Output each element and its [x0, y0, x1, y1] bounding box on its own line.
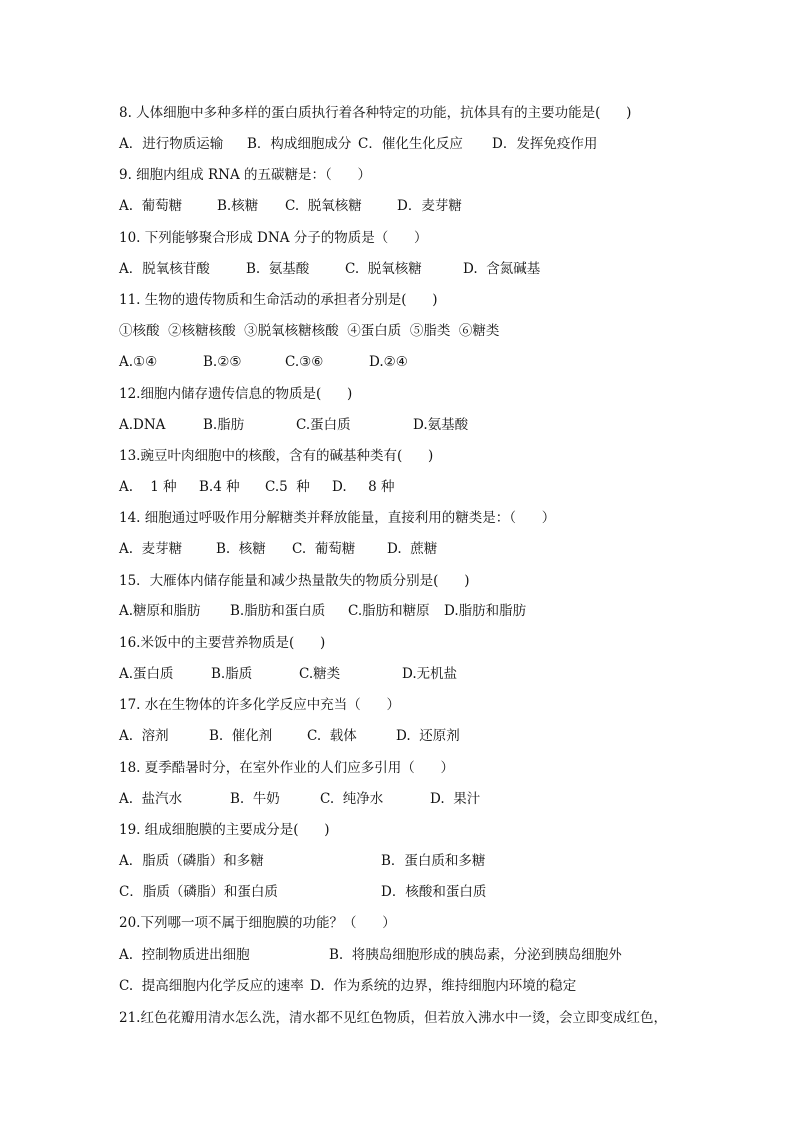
question-10-options: [119, 260, 699, 278]
option-b: B.脂质: [211, 666, 253, 682]
question-15-options: [119, 602, 699, 620]
option-c: C.脂肪和糖原: [348, 603, 430, 619]
question-12-stem: 12.细胞内储存遗传信息的物质是( ): [119, 386, 353, 402]
question-17-stem: 17. 水在生物体的许多化学反应中充当（ ）: [119, 697, 401, 713]
option-d: D. 果汁: [430, 791, 481, 807]
option-b: B. 将胰岛细胞形成的胰岛素，分泌到胰岛细胞外: [329, 947, 622, 963]
option-c: C. 提高细胞内化学反应的速率: [119, 978, 304, 994]
option-d: D.氨基酸: [413, 417, 469, 433]
question-14-options: [119, 540, 699, 558]
question-20-options-row2: [119, 977, 699, 995]
option-d: D.②④: [369, 354, 408, 370]
option-b: B. 牛奶: [230, 791, 280, 807]
question-8-stem: 8. 人体细胞中多种多样的蛋白质执行着各种特定的功能，抗体具有的主要功能是( ): [119, 105, 632, 121]
option-a: A．进行物质运输: [119, 136, 224, 152]
option-a: A. 1 种: [119, 479, 177, 495]
option-b: B．蛋白质和多糖: [381, 853, 486, 869]
option-d: D. 作为系统的边界，维持细胞内环境的稳定: [310, 978, 577, 994]
question-11-options: [119, 353, 699, 371]
option-a: A. 控制物质进出细胞: [119, 947, 250, 963]
question-20-options-row1: [119, 946, 699, 964]
option-c: C.糖类: [299, 666, 341, 682]
question-19-options-row1: [119, 852, 699, 870]
option-d: D. 蔗糖: [387, 541, 438, 557]
option-b: B. 催化剂: [209, 728, 273, 744]
option-b: B.核糖: [217, 198, 259, 214]
option-c: C. 脱氧核糖: [345, 261, 422, 277]
option-c: C.③⑥: [285, 354, 324, 370]
option-a: A.蛋白质: [119, 666, 174, 682]
question-9-options: [119, 197, 699, 215]
option-b: B.4 种: [199, 479, 240, 495]
option-a: A．脱氧核苷酸: [119, 261, 210, 277]
question-17-options: [119, 727, 699, 745]
option-a: A. 葡萄糖: [119, 198, 183, 214]
option-c: C．脂质（磷脂）和蛋白质: [119, 884, 278, 900]
question-11-choices: ①核酸 ②核糖核酸 ③脱氧核糖核酸 ④蛋白质 ⑤脂类 ⑥糖类: [119, 323, 500, 339]
question-18-stem: 18. 夏季酷暑时分，在室外作业的人们应多引用（ ）: [119, 760, 455, 776]
option-c: C. 载体: [307, 728, 357, 744]
question-12-options: [119, 416, 699, 434]
option-a: A. 麦芽糖: [119, 541, 183, 557]
option-c: C. 脱氧核糖: [285, 198, 362, 214]
option-d: D.脂肪和脂肪: [444, 603, 527, 619]
question-15-stem: 15．大雁体内储存能量和减少热量散失的物质分别是( ): [119, 573, 470, 589]
option-b: B. 核糖: [216, 541, 266, 557]
option-c: C. 葡萄糖: [292, 541, 356, 557]
option-a: A.DNA: [119, 417, 166, 433]
question-19-options-row2: [119, 883, 699, 901]
question-20-stem: 20.下列哪一项不属于细胞膜的功能？（ ）: [119, 915, 396, 931]
question-13-stem: 13.豌豆叶肉细胞中的核酸，含有的碱基种类有( ): [119, 448, 434, 464]
question-8-options: [119, 135, 699, 153]
option-a: A．脂质（磷脂）和多糖: [119, 853, 264, 869]
option-c: C．催化生化反应: [358, 136, 463, 152]
option-c: C.蛋白质: [296, 417, 351, 433]
option-b: B. 氨基酸: [246, 261, 310, 277]
option-c: C.5 种: [265, 479, 310, 495]
question-18-options: [119, 790, 699, 808]
option-d: D. 还原剂: [396, 728, 460, 744]
option-d: D. 含氮碱基: [463, 261, 541, 277]
option-d: D．麦芽糖: [397, 198, 462, 214]
question-10-stem: 10. 下列能够聚合形成 DNA 分子的物质是（ ）: [119, 230, 428, 246]
option-b: B.脂肪和蛋白质: [230, 603, 326, 619]
option-a: A. 盐汽水: [119, 791, 183, 807]
question-9-stem: 9. 细胞内组成 RNA 的五碳糖是：（ ）: [119, 167, 371, 183]
option-c: C. 纯净水: [320, 791, 384, 807]
question-16-options: [119, 665, 699, 683]
question-13-options: [119, 478, 699, 496]
option-a: A.糖原和脂肪: [119, 603, 201, 619]
question-19-stem: 19. 组成细胞膜的主要成分是( ): [119, 822, 330, 838]
option-d: D．核酸和蛋白质: [381, 884, 487, 900]
option-b: B.②⑤: [203, 354, 242, 370]
option-b: B.脂肪: [203, 417, 245, 433]
question-16-stem: 16.米饭中的主要营养物质是( ): [119, 635, 326, 651]
option-a: A.①④: [119, 354, 158, 370]
option-d: D.无机盐: [402, 666, 458, 682]
option-b: B．构成细胞成分: [247, 136, 352, 152]
option-d: D．发挥免疫作用: [492, 136, 598, 152]
question-21-stem: 21.红色花瓣用清水怎么洗，清水都不见红色物质，但若放入沸水中一烫，会立即变成红色，: [119, 1010, 667, 1026]
option-a: A. 溶剂: [119, 728, 169, 744]
question-11-stem: 11. 生物的遗传物质和生命活动的承担者分别是( ): [119, 292, 438, 308]
option-d: D. 8 种: [332, 479, 395, 495]
question-14-stem: 14. 细胞通过呼吸作用分解糖类并释放能量，直接利用的糖类是：（ ）: [119, 510, 556, 526]
